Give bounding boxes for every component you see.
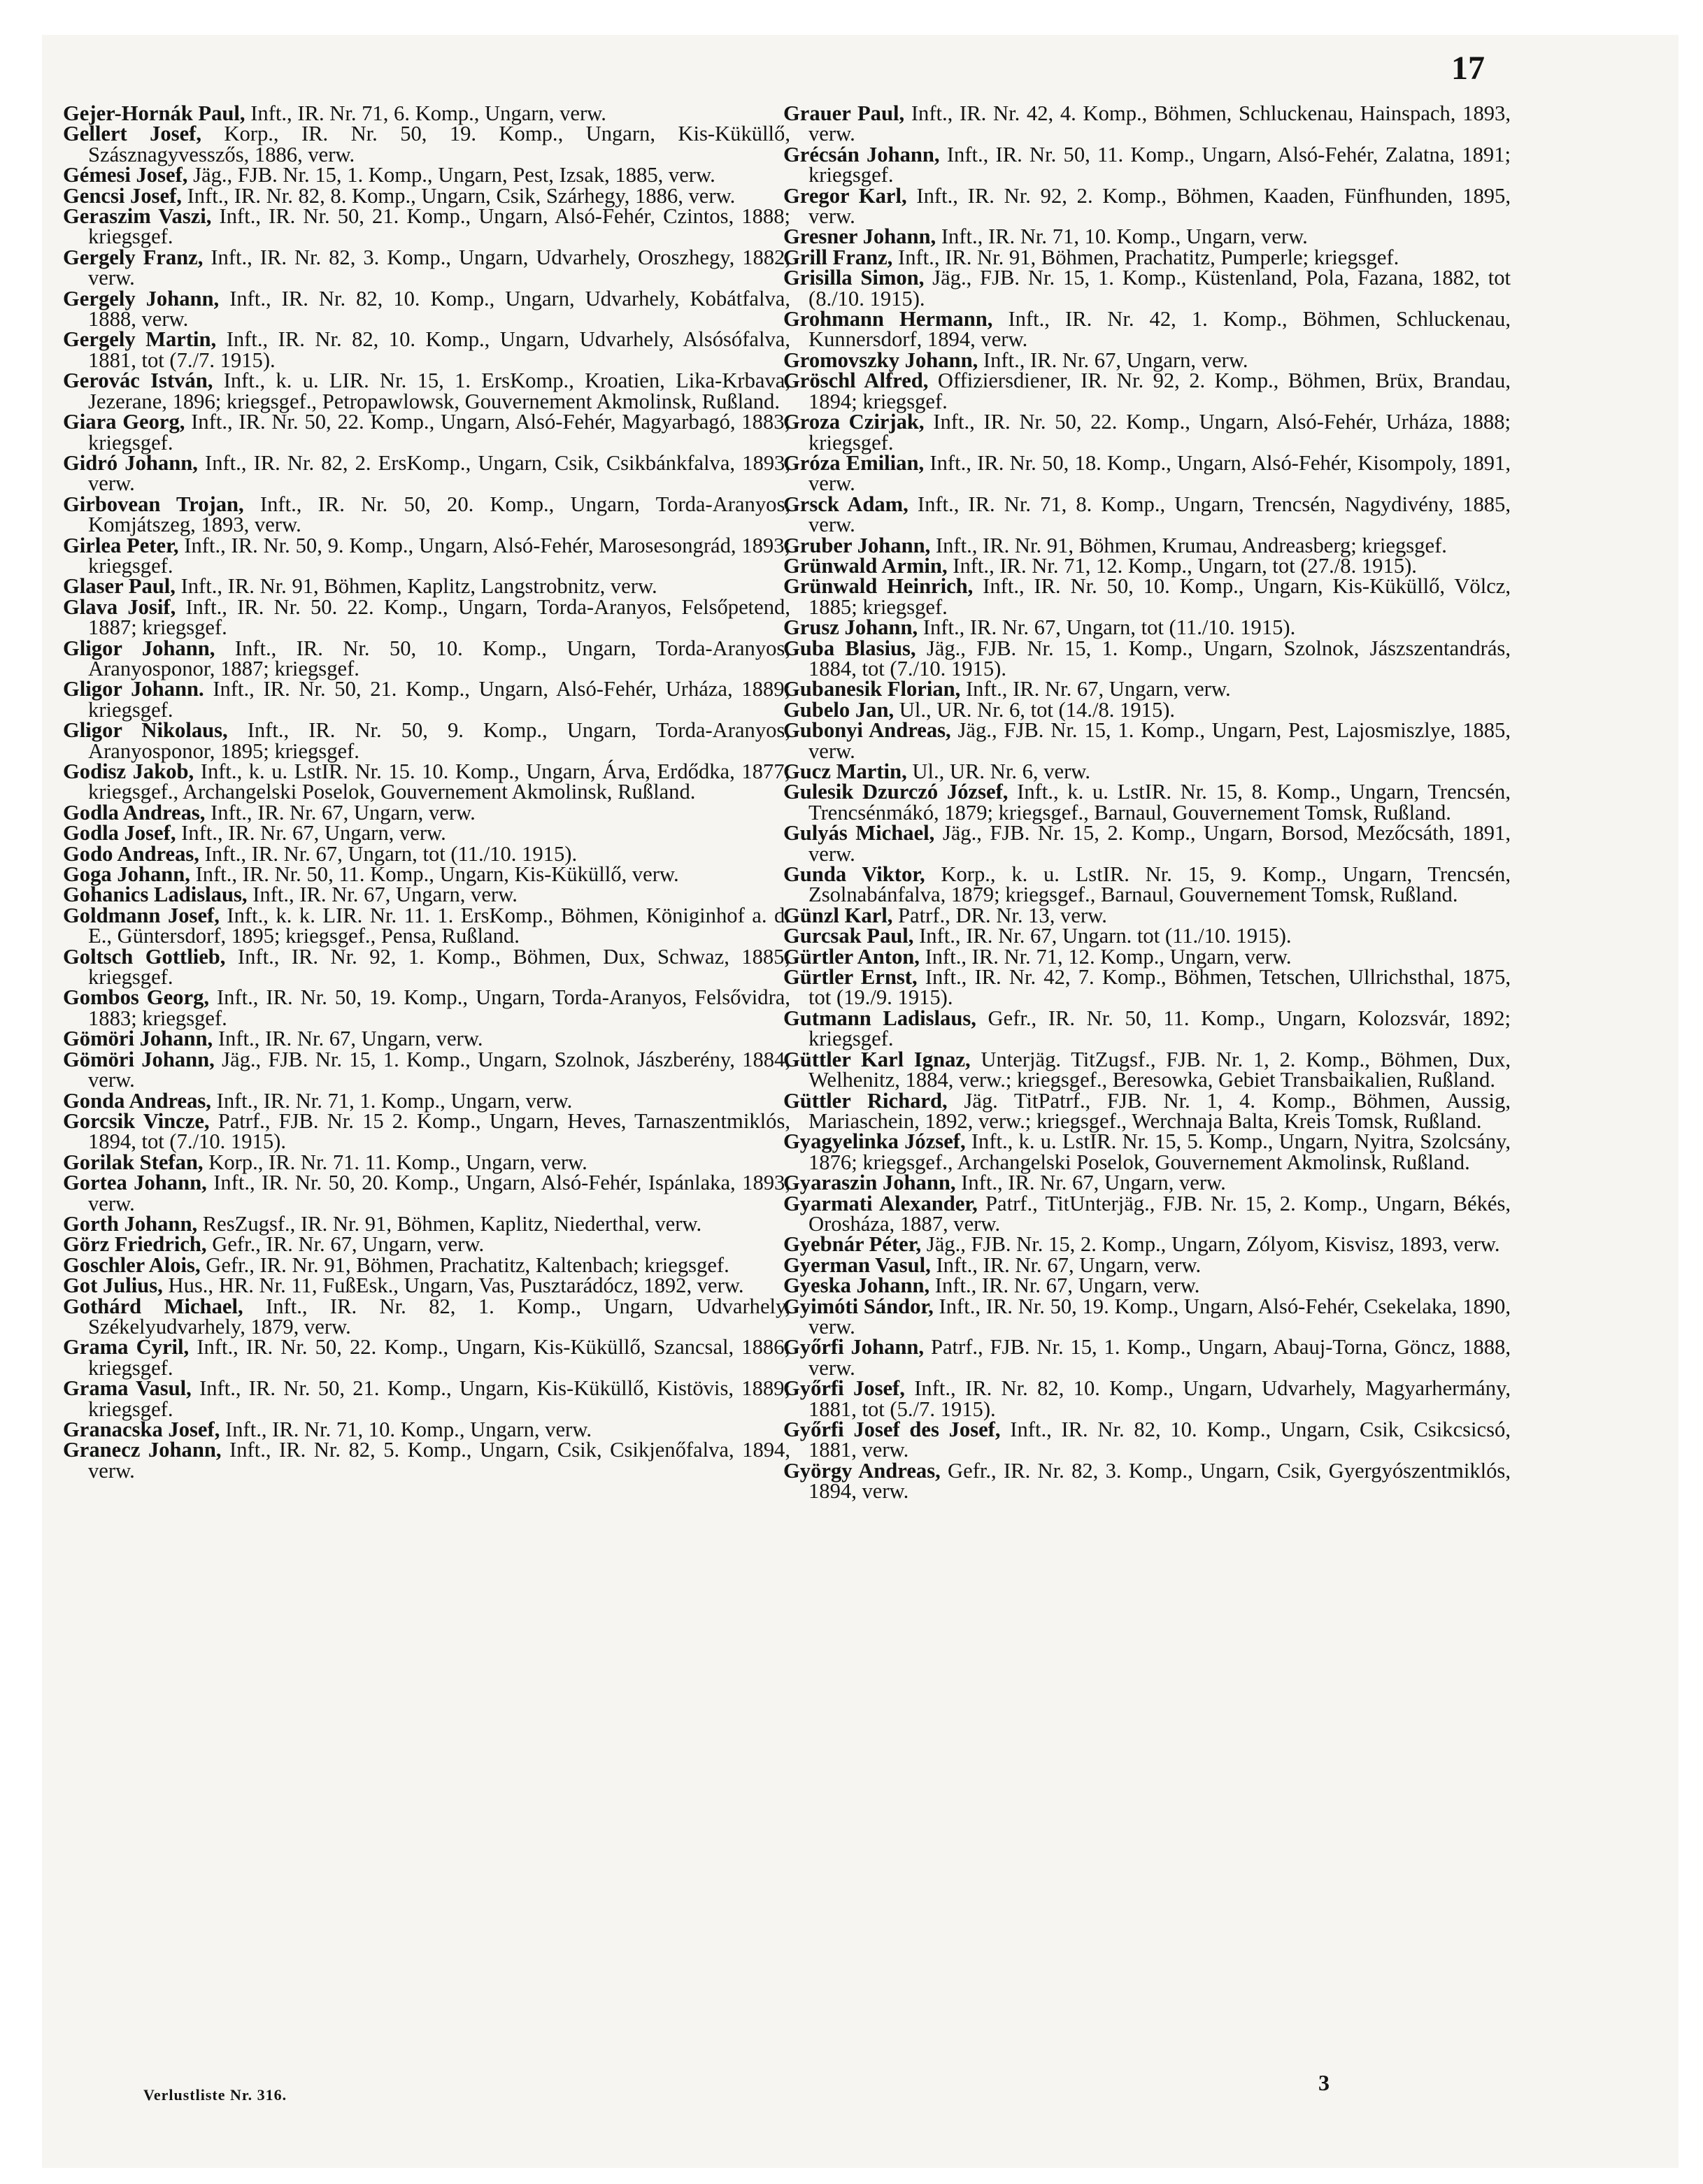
entry-details: Inft., IR. Nr. 91, Böhmen, Krumau, Andreasberg; kriegsgef. [935,533,1447,557]
list-entry [783,903,1511,927]
list-entry [63,533,791,578]
list-entry [783,638,1511,680]
entry-details: Gefr., IR. Nr. 50, 11. Komp., Ungarn, Kolozsvár, 1892; kriegsgef. [808,1006,1511,1051]
list-entry [783,944,1511,969]
document-page [42,35,1679,2168]
entry-name: Grama Cyril, [63,1335,190,1359]
entry-name: Gubelo Jan, [783,697,895,722]
list-entry [63,638,790,680]
entry-details: Inft., IR. Nr. 50, 19. Komp., Ungarn, Torda-Aranyos, Felsővidra, 1883; kriegsgef. [88,985,790,1030]
entry-name: Gyimóti Sándor, [783,1294,934,1318]
entry-details: Inft., IR. Nr. 50, 10. Komp., Ungarn, Kis-Küküllő, Völcz, 1885; kriegsgef. [808,574,1511,619]
entry-details: Inft., IR. Nr. 71, 10. Komp., Ungarn, verw. [941,224,1308,249]
list-entry [783,720,1511,762]
entry-name: Gutmann Ladislaus, [783,1006,976,1030]
list-entry [63,494,790,536]
entry-details: Inft., IR. Nr. 71, 10. Komp., Ungarn, verw. [225,1418,592,1441]
entry-name: Görz Friedrich, [63,1232,207,1257]
entry-name: Gergely Johann, [63,286,220,311]
entry-name: Gunda Viktor, [783,862,925,887]
entry-name: Girlea Peter, [63,533,179,557]
entry-name: Gruber Johann, [783,533,931,557]
entry-details: Inft., IR. Nr. 50, 11. Komp., Ungarn, Kis-Küküllő, verw. [195,862,679,887]
entry-name: Grünwald Armin, [783,553,948,578]
entry-name: Grauer Paul, [783,101,905,125]
entry-details: Jäg., FJB. Nr. 15, 1. Komp., Ungarn, Pest, Lajosmiszlye, 1885, verw. [808,718,1511,763]
entry-name: Godla Josef, [63,821,176,845]
entry-details: Inft., IR. Nr. 67, Ungarn. tot (11./10. 1915). [919,924,1292,948]
entry-name: Gejer-Hornák Paul, [63,101,245,125]
entry-details: Inft., IR. Nr. 67, Ungarn, verw. [965,677,1231,701]
entry-name: Geraszim Vaszi, [63,204,212,229]
list-entry [63,885,790,905]
entry-name: Gidró Johann, [63,450,198,475]
list-entry [63,1337,790,1378]
entry-name: Güttler Karl Ignaz, [783,1047,971,1071]
entry-name: Gémesi Josef, [63,163,188,187]
list-entry [783,1273,1511,1298]
entry-name: Grisilla Simon, [783,266,925,290]
list-entry [783,450,1511,496]
list-entry [63,823,790,843]
entry-name: Gregor Karl, [783,183,907,208]
entry-details: Inft., k. k. LIR. Nr. 11. 1. ErsKomp., Böhmen, Königinhof a. d. E., Güntersdorf, 1895; kriegsgef., Pensa, Rußland. [88,903,791,948]
list-entry [63,903,791,948]
list-entry [63,1047,790,1092]
entry-name: Godla Andreas, [63,800,206,825]
entry-name: Girbovean Trojan, [63,492,244,516]
list-entry [63,1252,790,1277]
list-entry [783,494,1511,536]
entry-name: Gromovszky Johann, [783,348,978,372]
list-entry [63,101,790,125]
entry-name: Gorilak Stefan, [63,1150,204,1174]
entry-name: Gürtler Anton, [783,944,920,969]
entry-details: Patrf., FJB. Nr. 15 2. Komp., Ungarn, Heves, Tarnaszentmiklós, 1894, tot (7./10. 1915). [88,1108,790,1154]
list-entry [783,1047,1511,1092]
entry-details: Inft., IR. Nr. 82, 10. Komp., Ungarn, Udvarhely, Kobátfalva, 1888, verw. [88,286,791,331]
list-entry [783,245,1511,269]
list-entry [783,1294,1511,1339]
entry-details: Inft., IR. Nr. 67, Ungarn, verw. [934,1273,1200,1298]
list-entry [783,101,1511,146]
entry-name: Grama Vasul, [63,1376,192,1401]
entry-details: Jäg. TitPatrf., FJB. Nr. 1, 4. Komp., Böhmen, Aussig, Mariaschein, 1892, verw.; kriegsgef., Werchnaja Balta, Kreis Tomsk, Rußland. [808,1088,1511,1133]
list-entry [63,841,790,866]
entry-details: Inft., IR. Nr. 50, 11. Komp., Ungarn, Alsó-Fehér, Zalatna, 1891; kriegsgef. [808,142,1511,187]
entry-name: Gergely Martin, [63,327,217,352]
entry-details: Inft., IR. Nr. 92, 1. Komp., Böhmen, Dux, Schwaz, 1885; kriegsgef. [88,944,790,990]
entry-details: Gefr., IR. Nr. 91, Böhmen, Prachatitz, Kaltenbach; kriegsgef. [206,1252,729,1277]
entry-name: Gyerman Vasul, [783,1252,931,1277]
entry-details: Inft., IR. Nr. 82, 3. Komp., Ungarn, Udvarhely, Oroszhegy, 1882, verw. [88,245,790,290]
entry-name: Güttler Richard, [783,1088,948,1113]
list-entry [63,165,790,185]
entry-name: Godisz Jakob, [63,759,194,783]
entry-name: Gyebnár Péter, [783,1232,922,1257]
entry-name: Goschler Alois, [63,1252,201,1277]
entry-details: Inft., IR. Nr. 50. 22. Komp., Ungarn, Torda-Aranyos, Felsőpetend, 1887; kriegsgef. [88,594,791,640]
entry-name: Gyagyelinka József, [783,1129,966,1154]
entry-name: Gurcsak Paul, [783,924,914,948]
entry-name: Gligor Johann. [63,677,204,701]
list-entry [783,553,1511,578]
entry-details: Gefr., IR. Nr. 82, 3. Komp., Ungarn, Csik, Gyergyószentmiklós, 1894, verw. [808,1458,1511,1504]
list-entry [63,987,790,1029]
entry-details: Jäg., FJB. Nr. 15, 1. Komp., Küstenland, Pola, Fazana, 1882, tot (8./10. 1915). [808,266,1511,311]
entry-name: Gortea Johann, [63,1171,207,1195]
list-entry [63,206,790,248]
entry-name: Glava Josif, [63,594,176,619]
entry-details: Inft., IR. Nr. 50, 21. Komp., Ungarn, Alsó-Fehér, Czintos, 1888; kriegsgef. [88,204,790,249]
list-entry [783,268,1511,309]
entry-details: Inft., IR. Nr. 67, Ungarn, verw. [936,1252,1202,1277]
entry-details: Inft., IR. Nr. 42, 7. Komp., Böhmen, Tetschen, Ullrichsthal, 1875, tot (19./9. 1915). [808,965,1511,1010]
entry-details: Inft., IR. Nr. 67, Ungarn, verw. [211,800,476,825]
list-entry [63,124,790,165]
entry-name: Gellert Josef, [63,122,202,146]
entry-details: Inft., IR. Nr. 42, 4. Komp., Böhmen, Schluckenau, Hainspach, 1893, verw. [808,101,1511,146]
entry-name: Glaser Paul, [63,574,176,599]
list-entry [783,576,1511,618]
list-entry [63,1234,790,1255]
entry-name: Gyaraszin Johann, [783,1171,956,1195]
list-entry [783,1458,1511,1504]
entry-name: Gömöri Johann, [63,1027,213,1051]
left-column [63,101,791,1483]
entry-details: Inft., IR. Nr. 50, 22. Komp., Ungarn, Alsó-Fehér, Magyarbagó, 1883; kriegsgef. [88,410,790,455]
entry-details: Ul., UR. Nr. 6, verw. [912,759,1091,783]
entry-details: Korp., IR. Nr. 71. 11. Komp., Ungarn, verw. [208,1150,587,1174]
entry-name: Gombos Georg, [63,985,209,1010]
entry-details: Inft., IR. Nr. 50, 21. Komp., Ungarn, Kis-Küküllő, Kistövis, 1889; kriegsgef. [88,1376,790,1421]
list-entry [783,864,1511,906]
list-entry [783,679,1511,699]
list-entry [63,800,790,825]
list-entry [783,1129,1511,1174]
list-entry [63,944,790,990]
list-entry [63,679,790,720]
entry-name: Godo Andreas, [63,841,199,866]
footer-note: Verlustliste Nr. 316. [143,2086,287,2104]
entry-details: Inft., IR. Nr. 82, 1. Komp., Ungarn, Udvarhely, Székelyudvarhely, 1879, verw. [88,1294,790,1339]
entry-name: Günzl Karl, [783,903,893,927]
entry-name: Giara Georg, [63,410,185,434]
entry-details: Inft., IR. Nr. 92, 2. Komp., Böhmen, Kaaden, Fünfhunden, 1895, verw. [808,183,1511,229]
list-entry [783,183,1511,229]
list-entry [783,1173,1511,1193]
entry-details: ResZugsf., IR. Nr. 91, Böhmen, Kaplitz, Niederthal, verw. [202,1211,702,1236]
list-entry [63,594,791,640]
entry-details: Inft., IR. Nr. 42, 1. Komp., Böhmen, Schluckenau, Kunnersdorf, 1894, verw. [808,307,1511,352]
entry-name: Granacska Josef, [63,1418,220,1441]
entry-name: Gürtler Ernst, [783,965,918,990]
list-entry [783,1378,1511,1420]
list-entry [783,823,1511,864]
list-entry [63,864,790,885]
entry-details: Inft., IR. Nr. 71, 1. Komp., Ungarn, verw. [216,1088,573,1113]
list-entry [783,371,1511,412]
entry-details: Inft., IR. Nr. 50, 18. Komp., Ungarn, Alsó-Fehér, Kisompoly, 1891, verw. [808,450,1511,496]
entry-details: Inft., IR. Nr. 50, 22. Komp., Ungarn, Alsó-Fehér, Urháza, 1888; kriegsgef. [808,410,1511,455]
entry-details: Patrf., FJB. Nr. 15, 1. Komp., Ungarn, Abauj-Torna, Göncz, 1888, verw. [808,1335,1511,1380]
entry-details: Inft., IR. Nr. 67, Ungarn, verw. [961,1171,1226,1195]
entry-details: Inft., IR. Nr. 50, 10. Komp., Ungarn, Torda-Aranyos, Aranyosponor, 1887; kriegsgef. [88,636,790,680]
entry-name: Gohanics Ladislaus, [63,883,248,907]
entry-details: Inft., IR. Nr. 50, 19. Komp., Ungarn, Alsó-Fehér, Csekelaka, 1890, verw. [808,1294,1511,1339]
list-entry [63,720,790,762]
entry-details: Inft., IR. Nr. 82, 8. Komp., Ungarn, Csik, Szárhegy, 1886, verw. [187,183,736,208]
entry-details: Inft., IR. Nr. 82, 10. Komp., Ungarn, Udvarhely, Magyarhermány, 1881, tot (5./7. 1915). [808,1376,1511,1421]
entry-details: Korp., k. u. LstIR. Nr. 15, 9. Komp., Ungarn, Trencsén, Zsolnabánfalva, 1879; kriegsgef., Barnaul, Gouvernement Tomsk, Rußland. [808,862,1511,907]
entry-details: Inft., IR. Nr. 82, 5. Komp., Ungarn, Csik, Csikjenőfalva, 1894, verw. [88,1438,790,1483]
entry-details: Inft., IR. Nr. 50, 20. Komp., Ungarn, Alsó-Fehér, Ispánlaka, 1893, verw. [88,1171,790,1215]
list-entry [783,350,1511,371]
list-entry [783,697,1511,722]
entry-name: Got Julius, [63,1273,163,1298]
entry-details: Inft., k. u. LstIR. Nr. 15, 8. Komp., Ungarn, Trencsén, Trencsénmákó, 1879; kriegsgef., Barnaul, Gouvernement Tomsk, Rußland. [808,780,1511,825]
entry-name: Goga Johann, [63,862,190,887]
right-column [783,101,1511,1504]
entry-details: Inft., IR. Nr. 67, Ungarn, tot (11./10. 1915). [204,841,578,866]
list-entry [63,412,790,453]
entry-details: Jäg., FJB. Nr. 15, 1. Komp., Ungarn, Szolnok, Jászszentandrás, 1884, tot (7./10. 1915). [808,636,1511,680]
list-entry [63,576,790,597]
list-entry [783,309,1511,350]
entry-details: Hus., HR. Nr. 11, FußEsk., Ungarn, Vas, Pusztarádócz, 1892, verw. [168,1273,744,1298]
list-entry [783,1252,1511,1277]
entry-name: Gergely Franz, [63,245,204,269]
list-entry [783,412,1511,453]
entry-details: Jäg., FJB. Nr. 15, 2. Komp., Ungarn, Borsod, Mezőcsáth, 1891, verw. [808,821,1511,866]
entry-name: Gorth Johann, [63,1211,198,1236]
list-entry [63,329,790,371]
entry-name: Gubonyi Andreas, [783,718,951,743]
list-entry [63,1173,790,1214]
entry-name: Gencsi Josef, [63,183,182,208]
list-entry [63,371,790,412]
entry-name: Gresner Johann, [783,224,936,249]
list-entry [783,1191,1511,1236]
entry-name: Goltsch Gottlieb, [63,944,226,969]
list-entry [783,926,1511,946]
entry-name: Győrfi Johann, [783,1335,925,1359]
entry-name: Groza Czirjak, [783,410,925,434]
entry-details: Korp., IR. Nr. 50, 19. Komp., Ungarn, Kis-Küküllő, Szásznagyvesszős, 1886, verw. [88,122,790,166]
list-entry [63,1152,790,1173]
list-entry [783,224,1511,249]
entry-details: Inft., IR. Nr. 50, 9. Komp., Ungarn, Alsó-Fehér, Marosesongrád, 1893; kriegsgef. [88,533,791,578]
signature-mark: 3 [1318,2070,1330,2095]
entry-details: Inft., IR. Nr. 91, Böhmen, Prachatitz, Pumperle; kriegsgef. [898,245,1399,269]
entry-name: Gorcsik Vincze, [63,1108,210,1133]
entry-details: Inft., IR. Nr. 71, 12. Komp., Ungarn, verw. [925,944,1292,969]
entry-details: Jäg., FJB. Nr. 15, 1. Komp., Ungarn, Pest, Izsak, 1885, verw. [193,163,715,187]
list-entry [783,967,1511,1008]
entry-details: Inft., IR. Nr. 50, 9. Komp., Ungarn, Torda-Aranyos, Aranyosponor, 1895; kriegsgef. [88,718,790,763]
entry-details: Offiziersdiener, IR. Nr. 92, 2. Komp., Böhmen, Brüx, Brandau, 1894; kriegsgef. [808,369,1511,413]
entry-name: Győrfi Josef, [783,1376,905,1401]
list-entry [783,1234,1511,1255]
list-entry [783,615,1511,640]
entry-details: Inft., k. u. LIR. Nr. 15, 1. ErsKomp., Kroatien, Lika-Krbava, Jezerane, 1896; kriegsgef., Petropawlowsk, Gouvernement Akmolinsk, Rußland. [88,369,791,413]
list-entry [63,759,791,804]
entry-details: Inft., IR. Nr. 67, Ungarn, verw. [218,1027,483,1051]
entry-name: Gulesik Dzurczó József, [783,780,1009,804]
list-entry [63,1211,790,1236]
entry-name: György Andreas, [783,1458,941,1483]
entry-details: Unterjäg. TitZugsf., FJB. Nr. 1, 2. Komp., Böhmen, Dux, Welhenitz, 1884, verw.; kriegsgef., Beresowka, Gebiet Transbaikalien, Rußland. [808,1047,1511,1092]
entry-details: Jäg., FJB. Nr. 15, 1. Komp., Ungarn, Szolnok, Jászberény, 1884, verw. [88,1047,790,1092]
list-entry [63,245,790,290]
entry-name: Grünwald Heinrich, [783,574,974,599]
entry-name: Gonda Andreas, [63,1088,211,1113]
entry-details: Inft., IR. Nr. 67, Ungarn, tot (11./10. 1915). [922,615,1296,640]
entry-details: Patrf., TitUnterjäg., FJB. Nr. 15, 2. Komp., Ungarn, Békés, Orosháza, 1887, verw. [808,1191,1511,1236]
entry-details: Inft., IR. Nr. 50, 21. Komp., Ungarn, Alsó-Fehér, Urháza, 1889; kriegsgef. [88,677,790,722]
list-entry [63,1273,790,1298]
list-entry [63,1420,790,1440]
entry-details: Inft., k. u. LstIR. Nr. 15. 10. Komp., Ungarn, Árva, Erdődka, 1877; kriegsgef., Archangelski Poselok, Gouvernement Akmolinsk, Rußland. [88,759,791,804]
entry-name: Granecz Johann, [63,1438,222,1462]
entry-details: Inft., IR. Nr. 82, 10. Komp., Ungarn, Csik, Csikcsicsó, 1881, verw. [808,1418,1511,1462]
list-entry [63,1440,790,1481]
entry-name: Grill Franz, [783,245,893,269]
entry-details: Inft., IR. Nr. 67, Ungarn, verw. [983,348,1248,372]
list-entry [63,1029,790,1049]
entry-name: Gömöri Johann, [63,1047,215,1071]
list-entry [63,286,791,331]
entry-details: Inft., IR. Nr. 71, 8. Komp., Ungarn, Trencsén, Nagydivény, 1885, verw. [808,492,1511,537]
entry-name: Gerovác István, [63,369,213,393]
page-number: 17 [1451,50,1485,87]
list-entry [63,1088,790,1113]
entry-name: Grusz Johann, [783,615,918,640]
entry-details: Gefr., IR. Nr. 67, Ungarn, verw. [212,1232,485,1257]
entry-details: Inft., IR. Nr. 67, Ungarn, verw. [252,883,518,907]
entry-name: Gröschl Alfred, [783,369,929,393]
entry-name: Grohmann Hermann, [783,307,993,331]
list-entry [63,1378,790,1420]
list-entry [783,1337,1511,1378]
entry-name: Gligor Johann, [63,636,215,660]
entry-name: Gulyás Michael, [783,821,935,845]
entry-details: Inft., k. u. LstIR. Nr. 15, 5. Komp., Ungarn, Nyitra, Szolcsány, 1876; kriegsgef., Archangelski Poselok, Gouvernement Akmolinsk, Rußland. [808,1129,1511,1174]
entry-details: Inft., IR. Nr. 71, 12. Komp., Ungarn, tot (27./8. 1915). [953,553,1417,578]
entry-name: Győrfi Josef des Josef, [783,1418,1001,1441]
list-entry [783,782,1511,823]
entry-name: Gyarmati Alexander, [783,1191,978,1215]
entry-details: Inft., IR. Nr. 50, 22. Komp., Ungarn, Kis-Küküllő, Szancsal, 1886; kriegsgef. [88,1335,790,1380]
entry-name: Grsck Adam, [783,492,908,516]
entry-details: Ul., UR. Nr. 6, tot (14./8. 1915). [899,697,1176,722]
entry-details: Inft., IR. Nr. 67, Ungarn, verw. [181,821,446,845]
entry-details: Patrf., DR. Nr. 13, verw. [898,903,1107,927]
list-entry [783,759,1511,783]
entry-name: Goldmann Josef, [63,903,220,927]
list-entry [783,1008,1511,1050]
entry-details: Inft., IR. Nr. 50, 20. Komp., Ungarn, Torda-Aranyos, Komjátszeg, 1893, verw. [88,492,791,537]
entry-name: Grécsán Johann, [783,142,940,166]
list-entry [63,1108,790,1154]
entry-details: Inft., IR. Nr. 91, Böhmen, Kaplitz, Langstrobnitz, verw. [180,574,657,599]
list-entry [63,183,790,208]
entry-name: Gubanesik Florian, [783,677,961,701]
entry-name: Gligor Nikolaus, [63,718,228,743]
entry-name: Guba Blasius, [783,636,916,660]
entry-details: Inft., IR. Nr. 82, 2. ErsKomp., Ungarn, Csik, Csikbánkfalva, 1893, verw. [88,450,791,496]
entry-name: Gyeska Johann, [783,1273,930,1298]
list-entry [783,533,1511,557]
list-entry [783,1088,1511,1133]
entry-name: Gucz Martin, [783,759,907,783]
list-entry [783,1420,1511,1461]
list-entry [783,142,1511,187]
list-entry [63,1294,790,1339]
entry-details: Inft., IR. Nr. 82, 10. Komp., Ungarn, Udvarhely, Alsósófalva, 1881, tot (7./7. 1915). [88,327,790,372]
entry-details: Inft., IR. Nr. 71, 6. Komp., Ungarn, verw. [250,101,606,125]
entry-name: Gothárd Michael, [63,1294,243,1318]
list-entry [63,450,791,496]
entry-name: Gróza Emilian, [783,450,925,475]
entry-details: Jäg., FJB. Nr. 15, 2. Komp., Ungarn, Zólyom, Kisvisz, 1893, verw. [926,1232,1500,1257]
